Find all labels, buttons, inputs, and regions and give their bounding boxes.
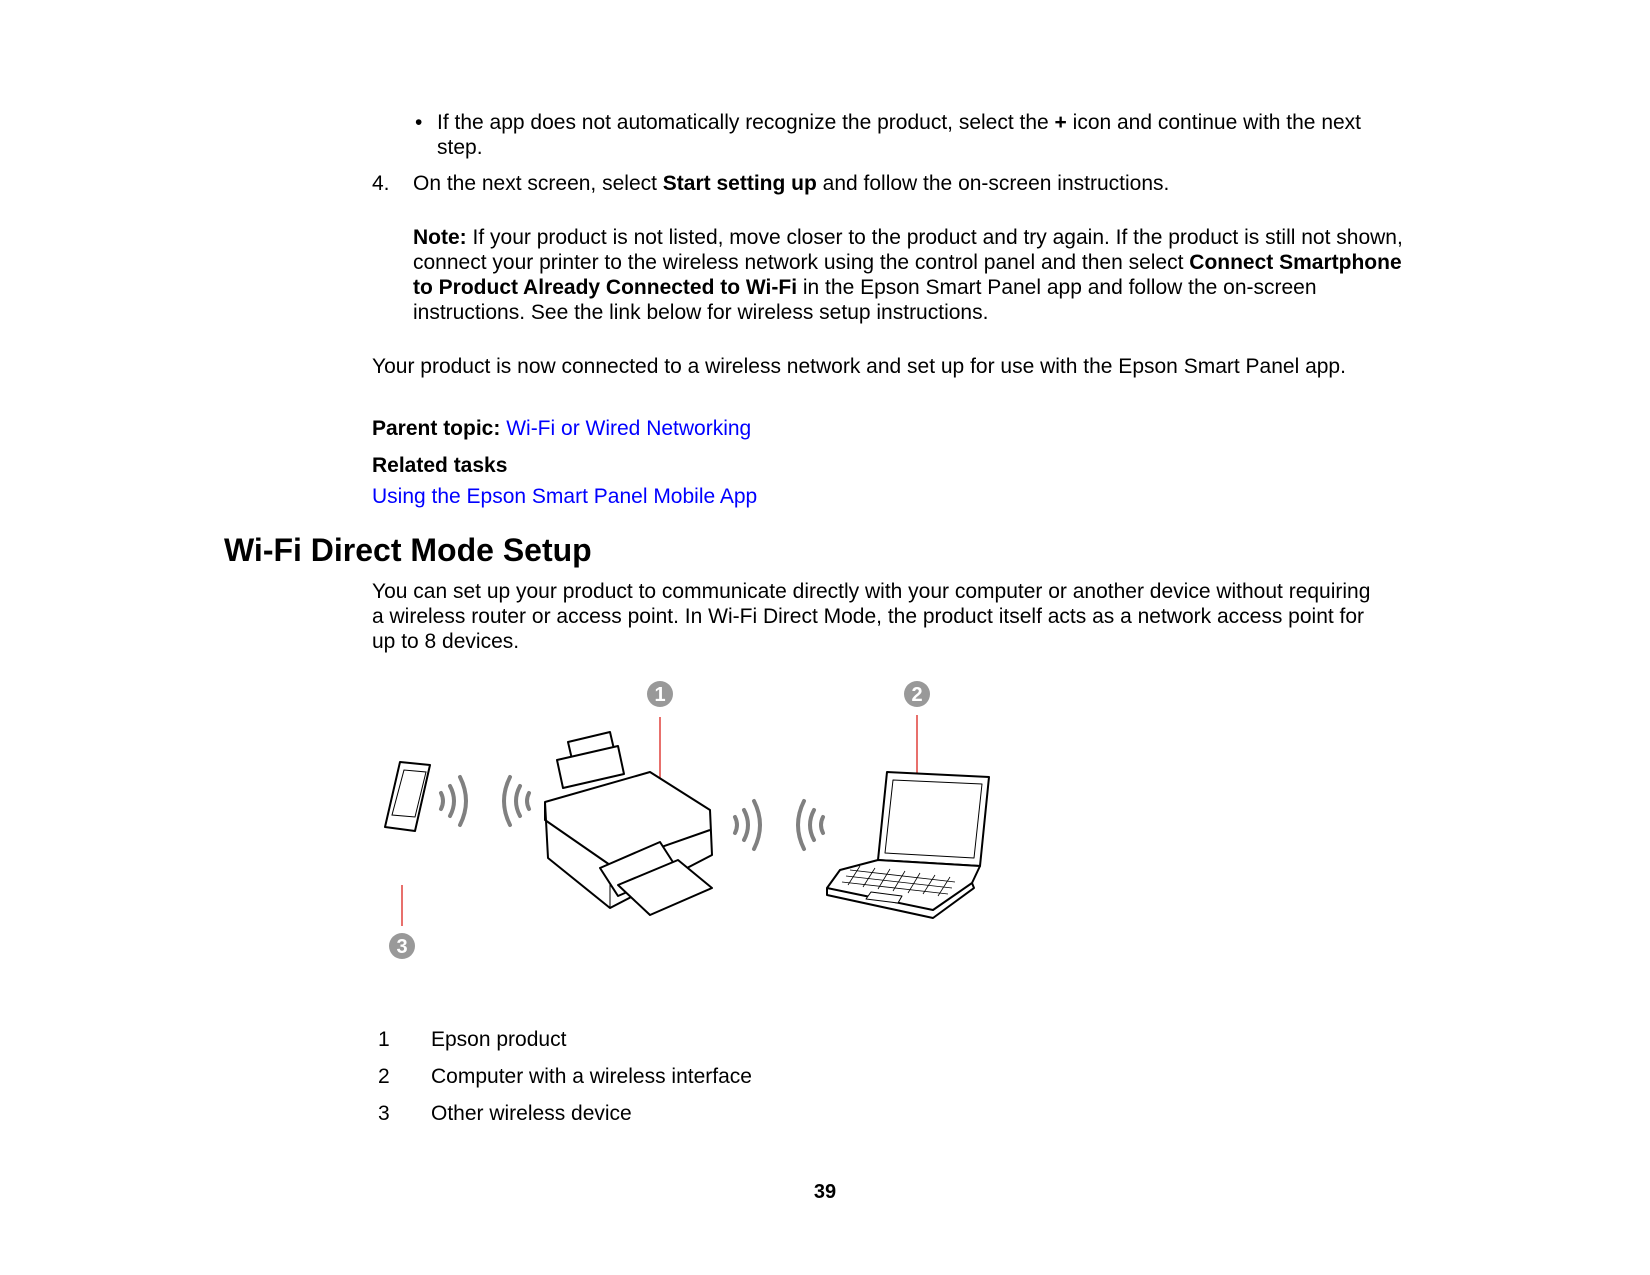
note-label: Note: [413,226,467,249]
wifi-direct-diagram [360,670,1010,970]
wireless-waves-icon [735,801,823,849]
legend-text: Epson product [431,1028,567,1051]
callout-3-icon [389,885,415,959]
legend-text: Computer with a wireless interface [431,1065,752,1088]
legend-number: 2 [378,1065,390,1088]
related-tasks-heading: Related tasks [372,454,508,477]
step-4 [372,171,1422,196]
page-number: 39 [813,1181,837,1203]
smartphone-icon [385,762,430,831]
step-number: 4. [372,172,390,195]
section-title: Wi-Fi Direct Mode Setup [224,532,592,568]
wireless-waves-icon [441,777,529,825]
legend-number: 3 [378,1102,390,1125]
svg-text:2: 2 [911,684,923,706]
parent-topic-link[interactable]: Wi-Fi or Wired Networking [506,417,752,440]
laptop-icon [827,772,989,918]
result-text: Your product is now connected to a wireless network and set up for use with the Epson Smart Panel app. [372,355,1346,378]
parent-topic [372,416,751,441]
parent-topic-label: Parent topic: [372,417,501,440]
bullet-text: If the app does not automatically recognize the product, select the + icon and continue with the next step. [437,111,1362,159]
plus-icon-label: + [1054,111,1067,134]
section-intro: You can set up your product to communicate directly with your computer or another device without requiring a wireless router or access point. In Wi-Fi Direct Mode, the product itself acts as a network access point for up to 8 devices. [372,580,1371,653]
bullet-marker: • [415,111,423,134]
svg-text:1: 1 [654,684,666,706]
bullet-item [415,110,1403,160]
related-task-link[interactable]: Using the Epson Smart Panel Mobile App [372,485,758,508]
legend-number: 1 [378,1028,390,1051]
step-text: On the next screen, select Start setting up and follow the on-screen instructions. [413,172,1170,195]
note-text: Note: If your product is not listed, move closer to the product and try again. If the product is still not shown, connect your printer to the wireless network using the control panel and then select Connect Smartphone to Product Already Connected to Wi-Fi in the Epson Smart Panel app and follow the on-screen instructions. See the link below for wireless setup instructions. [413,226,1403,324]
svg-text:3: 3 [396,936,408,958]
note-block [413,225,1423,325]
printer-icon [545,732,712,915]
legend-text: Other wireless device [431,1102,632,1125]
